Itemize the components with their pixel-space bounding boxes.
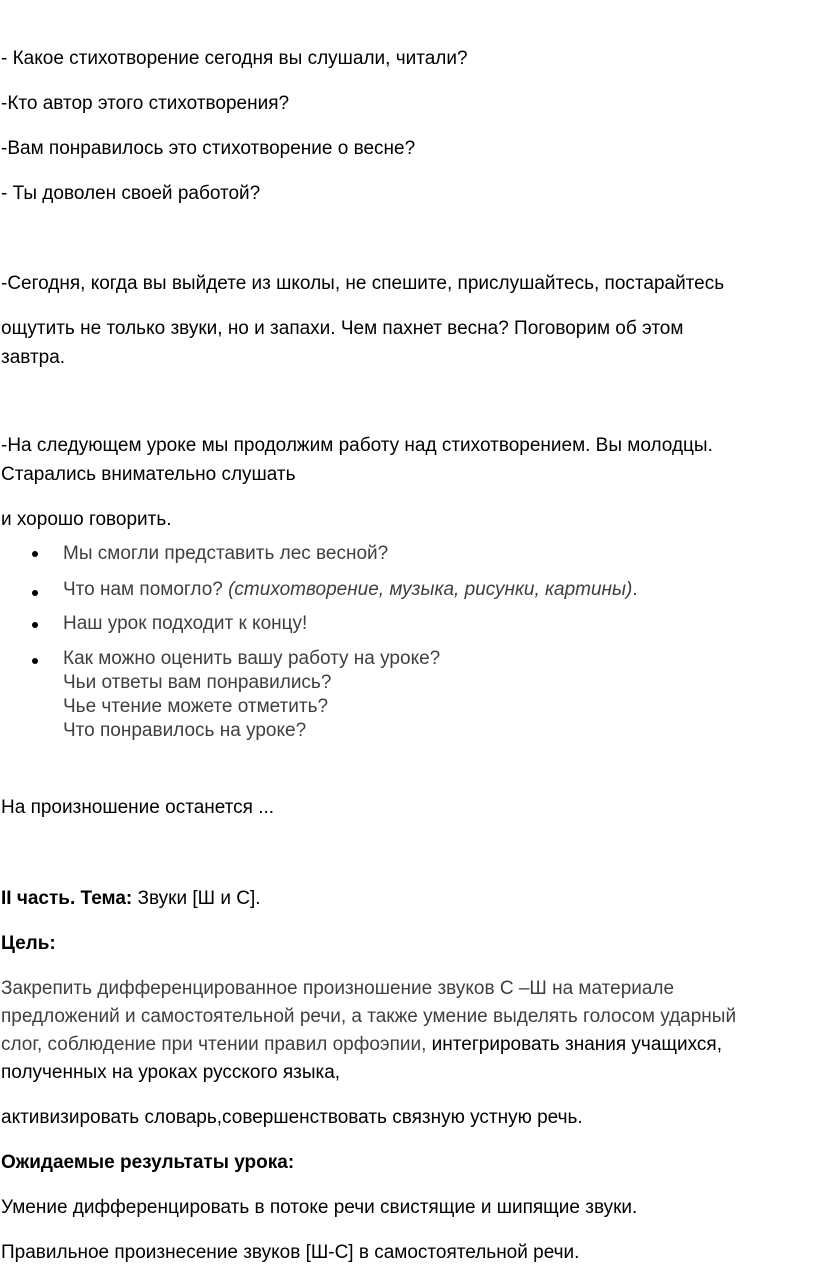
part2-label: II часть. Тема: [1, 888, 133, 909]
bullet-dot-icon [32, 658, 38, 664]
question-poem-heard: - Какое стихотворение сегодня вы слушали, читали? [1, 48, 468, 69]
question-liked-poem: -Вам понравилось это стихотворение о весне? [1, 138, 416, 159]
paragraph-next-lesson-line1: -На следующем уроке мы продолжим работу над стихотворением. Вы молодцы. [1, 435, 713, 456]
bullet-dot-icon [32, 622, 38, 628]
bullet-evaluate-line1: Как можно оценить вашу работу на уроке? [63, 648, 441, 669]
bullet-what-helped-answer: (стихотворение, музыка, рисунки, картины) [228, 579, 633, 600]
goal-label: Цель: [1, 933, 56, 954]
paragraph-after-school-line3: завтра. [1, 347, 66, 368]
part2-topic: Звуки [Ш и С]. [132, 888, 261, 909]
results-label: Ожидаемые результаты урока: [1, 1152, 295, 1173]
goal-text-line3-part2: интегрировать знания учащихся, [431, 1034, 722, 1055]
bullet-evaluate-line4: Что понравилось на уроке? [63, 720, 307, 741]
results-line1: Умение дифференцировать в потоке речи свистящие и шипящие звуки. [1, 1197, 638, 1218]
paragraph-after-school-line1: -Сегодня, когда вы выйдете из школы, не спешите, прислушайтесь, постарайтесь [1, 273, 725, 294]
goal-text-line3-part1: слог, соблюдение при чтении правил орфоэпии, [1, 1034, 432, 1055]
bullet-what-helped [63, 578, 638, 602]
part2-heading [1, 887, 261, 911]
paragraph-after-school-line2: ощутить не только звуки, но и запахи. Чем пахнет весна? Поговорим об этом [1, 318, 684, 339]
bullet-forest-spring: Мы смогли представить лес весной? [63, 543, 389, 564]
bullet-dot-icon [32, 551, 38, 557]
bullet-evaluate-line3: Чье чтение можете отметить? [63, 696, 329, 717]
bullet-dot-icon [32, 590, 38, 596]
goal-text-line1: Закрепить дифференцированное произношение звуков С –Ш на материале [1, 978, 675, 999]
pronunciation-note: На произношение останется ... [1, 797, 275, 818]
question-satisfied-work: - Ты доволен своей работой? [1, 183, 261, 204]
results-line2: Правильное произнесение звуков [Ш-С] в самостоятельной речи. [1, 1242, 580, 1263]
goal-text-line5: активизировать словарь,совершенствовать связную устную речь. [1, 1107, 583, 1128]
bullet-what-helped-question: Что нам помогло? [63, 579, 229, 600]
bullet-evaluate-line2: Чьи ответы вам понравились? [63, 672, 332, 693]
question-poem-author: -Кто автор этого стихотворения? [1, 93, 290, 114]
goal-text-line2: предложений и самостоятельной речи, а также умение выделять голосом ударный [1, 1006, 737, 1027]
paragraph-next-lesson-line3: и хорошо говорить. [1, 509, 172, 530]
bullet-lesson-ending: Наш урок подходит к концу! [63, 613, 308, 634]
bullet-what-helped-period: . [632, 579, 638, 600]
paragraph-next-lesson-line2: Старались внимательно слушать [1, 464, 296, 485]
goal-text-line4: полученных на уроках русского языка, [1, 1062, 341, 1083]
goal-text-line3 [1, 1033, 722, 1057]
